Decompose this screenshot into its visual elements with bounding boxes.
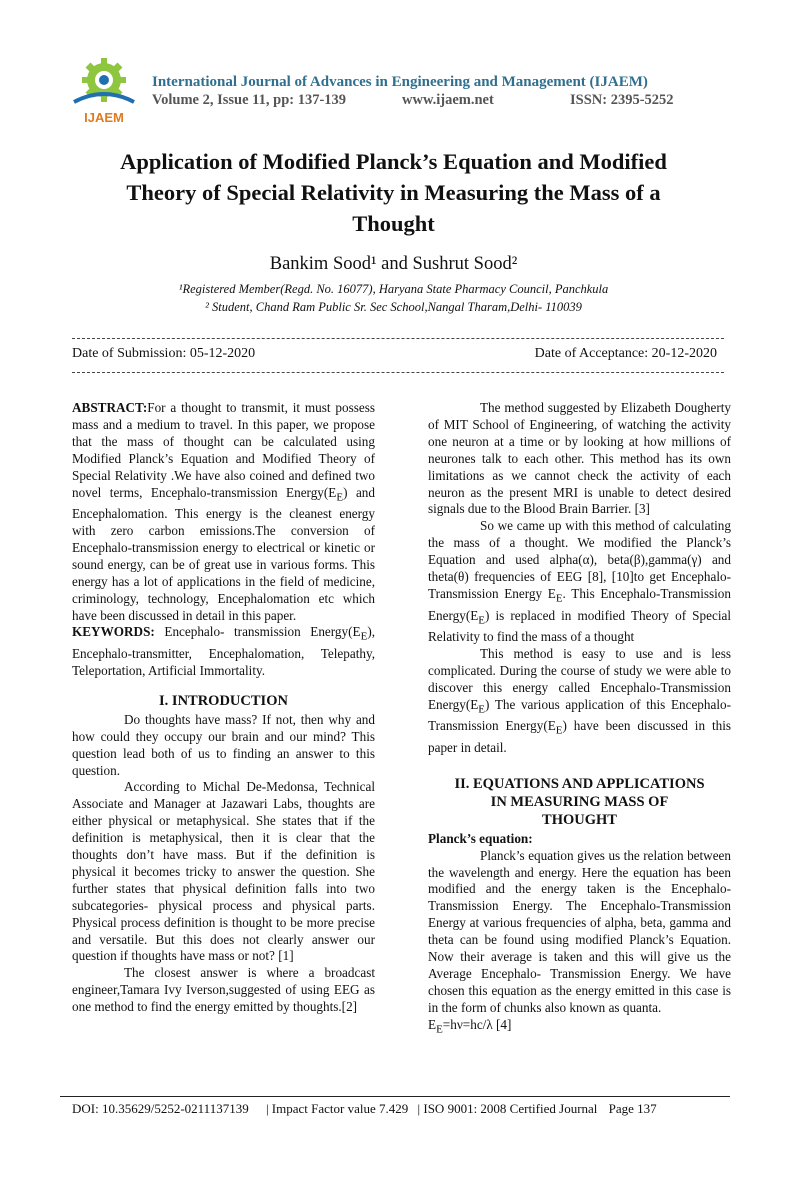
keywords-label: KEYWORDS: bbox=[72, 624, 155, 640]
method-paragraph-1: The method suggested by Elizabeth Dougherty of MIT School of Engineering, of watching the activity one neuron at a time or by looking at how millions of neurones talk to each other. This method has its own limitations as we cannot check the activity of each neuron as the present MRI is unable to detect desired signals due to the Blood Brain Barrier. [3] bbox=[428, 400, 731, 517]
logo-text: IJAEM bbox=[84, 110, 124, 125]
title-line-1: Application of Modified Planck’s Equation and Modified bbox=[120, 149, 667, 174]
section-1-heading: I. INTRODUCTION bbox=[159, 692, 288, 709]
method-paragraph-2: So we came up with this method of calculating the mass of a thought. We modified the Planck’s Equation and used alpha(α), beta(β),gamma(γ) and theta(θ) frequencies of EEG [8], [10]to get Encephalo-Transmission Energy $E_E$. This Encephalo-Transmission $Energy(E_E)$ is replaced in modified Theory of Special Relativity to find the mass of a thought bbox=[428, 518, 731, 645]
journal-website[interactable]: www.ijaem.net bbox=[402, 92, 494, 108]
intro-paragraph-3: The closest answer is where a broadcast engineer,Tamara Ivy Iverson,suggested of using EEG as one method to find the energy emitted by thoughts.[2] bbox=[72, 965, 375, 1015]
intro-paragraph-2: According to Michal De-Medonsa, Technical Associate and Manager at Jazawari Labs, thoughts are either physical or metaphysical. She states that if the definition is metaphysical, then it is clear that the thoughts don’t have mass. But if the definition is physical it becomes tricky to answer the question. She further states that physical definition falls into two subcategories- physical process and physical parts. Physical process definition is thought to be more precise and versatile. But this does not clearly answer our question if thoughts have mass or not? [1] bbox=[72, 779, 375, 964]
keywords: KEYWORDS: Encephalo- transmission $Energy(E_E)$, Encephalo-transmitter, Encephalomation, Telepathy, Teleportation, Artificial Immortality. bbox=[72, 624, 376, 678]
footer-rule bbox=[60, 1096, 730, 1097]
section-2-heading: II. EQUATIONS AND APPLICATIONS IN MEASURING MASS OF THOUGHT bbox=[454, 775, 705, 828]
affiliation-2: ² Student, Chand Ram Public Sr. Sec School,Nangal Tharam,Delhi- 110039 bbox=[205, 300, 582, 314]
affiliation-1: ¹Registered Member(Regd. No. 16077), Haryana State Pharmacy Council, Panchkula bbox=[178, 282, 609, 296]
footer-page: Page 137 bbox=[608, 1101, 657, 1116]
title-line-2: Theory of Special Relativity in Measuring the Mass of a bbox=[126, 180, 661, 205]
method-paragraph-3: This method is easy to use and is less complicated. During the course of study we were able to discover this energy called Encephalo-Transmission $Energy(E_E)$ The various application of this Encephalo-Transmission $Energy(E_E)$ have been discussed in this paper in detail. bbox=[428, 645, 731, 755]
right-column bbox=[428, 400, 731, 1038]
journal-issn: ISSN: 2395-5252 bbox=[570, 92, 674, 108]
authors: Bankim Sood¹ and Sushrut Sood² bbox=[269, 254, 518, 274]
planck-equation: $E_E=h\nu=hc/\lambda$ [4] bbox=[428, 1016, 512, 1036]
footer-iso: | ISO 9001: 2008 Certified Journal bbox=[417, 1101, 598, 1116]
divider-bottom bbox=[72, 372, 724, 373]
date-submission: Date of Submission: 05-12-2020 bbox=[72, 346, 256, 361]
date-acceptance: Date of Acceptance: 20-12-2020 bbox=[534, 346, 717, 361]
abstract-label: ABSTRACT: bbox=[72, 400, 148, 415]
planck-equation-label: Planck’s equation: bbox=[428, 830, 533, 846]
intro-paragraph-1: Do thoughts have mass? If not, then why and how could they occupy our brain and our mind? This question lead both of us to finding an answer to this question. bbox=[72, 711, 375, 778]
left-column bbox=[72, 400, 375, 1016]
footer-doi: DOI: 10.35629/5252-0211137139 bbox=[72, 1101, 249, 1116]
footer-impact: | Impact Factor value 7.429 bbox=[265, 1101, 409, 1116]
paper-title bbox=[60, 146, 727, 239]
footer bbox=[72, 1101, 732, 1117]
divider-top bbox=[72, 338, 724, 339]
abstract: ABSTRACT:For a thought to transmit, it must possess mass and a medium to travel. In this paper, we propose that the mass of thought can be calculated using Modified Planck’s Equation and Modified Theory of Special Relativity .We have also coined and defined two novel terms, Encephalo-transmission $Energy(E_E)$ and Encephalomation. This energy is the cleanest energy with zero carbon emissions.The conversion of Encephalo-transmission energy to electrical or kinetic or sound energy, can be of great use in various forms. This energy has a lot of applications in the field of medicine, criminology, technology, Encephalomation etc which have been discussed in detail in this paper. bbox=[72, 400, 375, 623]
ijaem-logo bbox=[68, 56, 140, 128]
journal-volume: Volume 2, Issue 11, pp: 137-139 bbox=[152, 92, 347, 108]
planck-paragraph: Planck’s equation gives us the relation between the wavelength and energy. Here the equation has been modified and the energy taken is the Encephalo-Transmission Energy. The Encephalo-Transmission Energy at various frequencies of alpha, beta, gamma and theta can be found using modified Planck’s Equation. Now their average is taken and this will give us the Average Encephalo- Transmission Energy. We have chosen this equation as the energy emitted in this case is in the form of chunks also known as quanta. bbox=[428, 847, 731, 1015]
journal-name: International Journal of Advances in Engineering and Management (IJAEM) bbox=[152, 74, 648, 90]
title-line-3: Thought bbox=[352, 211, 435, 236]
